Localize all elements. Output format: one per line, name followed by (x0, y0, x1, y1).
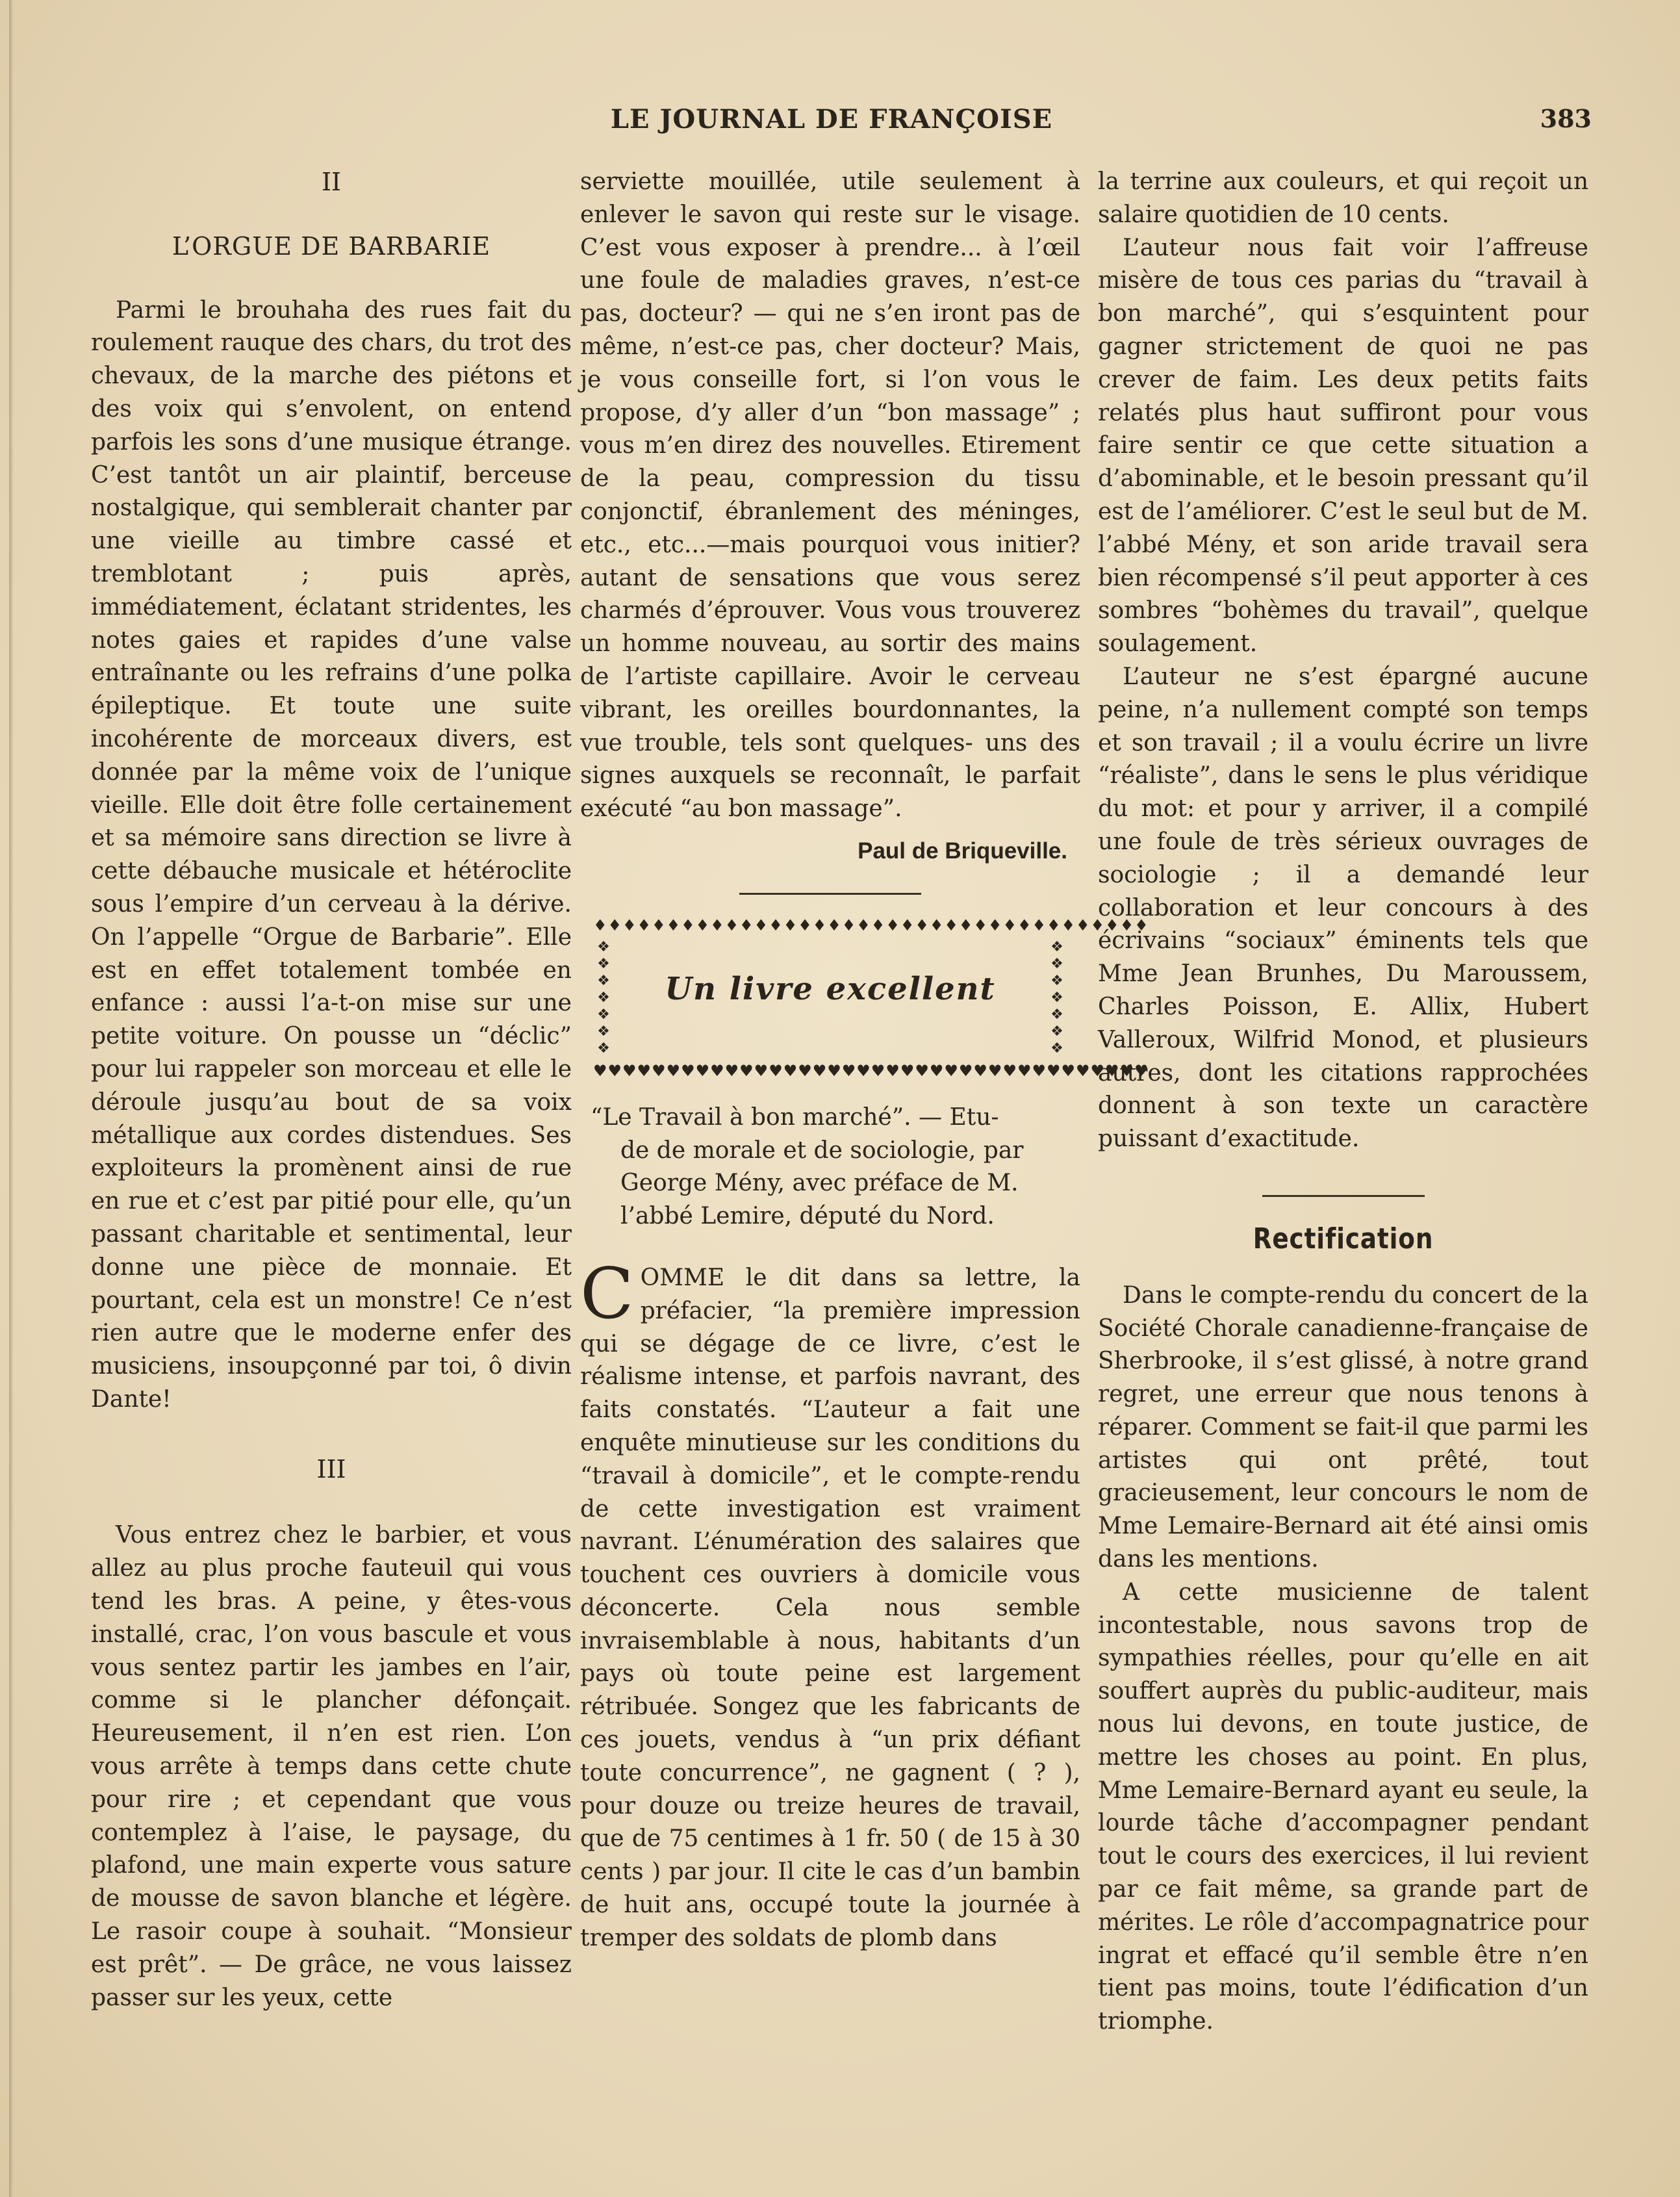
binding-shadow (9, 0, 13, 2197)
book-reference-line: de de morale et de sociologie, par (620, 1137, 1024, 1164)
ornament-border-bottom: ♥♥♥♥♥♥♥♥♥♥♥♥♥♥♥♥♥♥♥♥♥♥♥♥♥♥♥♥♥♥♥♥♥♥♥♥♥♥ (593, 1061, 1149, 1080)
barbier-paragraph-continued: serviette mouillée, utile seulement à enlever le savon qui reste sur le visage. C’est vous exposer à prendre... à l’œil une foule de maladies graves, n’est-ce pas, docteur? — qui ne s’en iront pas de même, n’est-ce pas, cher docteur? Mais, je vous conseille fort, si l’on vous le propose, d’y aller d’un “bon massage” ; vous m’en direz des nouvelles. Etirement de la peau, compression du tissu conjonctif, ébranlement des méninges, etc., etc...—mais pourquoi vous initier? autant de sensations que vous serez charmés d’éprouver. Vous vous trouverez un homme nouveau, au sortir des mains de l’artiste capillaire. Avoir le cerveau vibrant, les oreilles bourdonnantes, la vue trouble, tels sont quelques- uns des signes auxquels se reconnaît, le parfait exécuté “au bon massage”. (580, 168, 1080, 823)
section-number-iii: III (316, 1454, 346, 1484)
book-reference-line: George Mény, avec préface de M. (620, 1170, 1019, 1197)
column-1 (91, 166, 572, 2115)
rectification-paragraph-2: A cette musicienne de talent incontestable, nous savons trop de sympathies réelles, pour qu’elle en ait souffert auprès du public-auditeur, mais nous lui devons, en toute justice, de mettre les choses au point. En plus, Mme Lemaire-Bernard ayant eu seule, la lourde tâche d’accompagner pendant tout le cours des exercices, il lui revient par ce fait même, sa grande part de mérites. Le rôle d’accompagnatrice pour ingrat et effacé qu’il semble être n’en tient pas moins, toute l’édification d’un triomphe. (1098, 1578, 1588, 2035)
article-title: Un livre excellent (665, 970, 996, 1007)
review-paragraph-2: L’auteur nous fait voir l’affreuse misère de tous ces parias du “travail à bon marché”, qui s’esquintent pour gagner strictement de quoi ne pas crever de faim. Les deux petits faits relatés plus haut suffiront pour vous faire sentir ce que cette situation a d’abominable, et le besoin pressant qu’il est de l’améliorer. C’est le seul but de M. l’abbé Mény, et son aride travail sera bien récompensé s’il peut apporter à ces sombres “bohèmes du travail”, quelque soulagement. (1098, 234, 1588, 658)
ornament-border-right: ❖ ❖ ❖ ❖ ❖ ❖ ❖ (1050, 938, 1063, 1057)
journal-title: LE JOURNAL DE FRANÇOISE (610, 104, 1053, 135)
review-text: OMME le dit dans sa lettre, la préfacier, “la première impression qui se dégage de ce livre, c’est le réalisme intense, et parfois navrant, des faits constatés. “L’auteur a fait une enquête minutieuse sur les conditions du “travail à domicile”, et le compte-rendu de cette investigation est vraiment navrant. L’énumération des salaires que touchent ces ouvriers à domicile vous déconcerte. Cela nous semble invraisemblable à nous, habitants d’un pays où toute peine est largement rétribuée. Songez que les fabricants de ces jouets, vendus à “un prix défiant toute concurrence”, ne gagnent ( ? ), pour douze ou treize heures de travail, que de 75 centimes à 1 fr. 50 ( de 15 à 30 cents ) par jour. Il cite le cas d’un bambin de huit ans, occupé toute la journée à tremper des soldats de plomb dans (580, 1264, 1080, 1951)
running-header (0, 104, 1680, 143)
barbier-paragraph: Vous entrez chez le barbier, et vous allez au plus proche fauteuil qui vous tend les bras. A peine, y êtes-vous installé, crac, l’on vous bascule et vous vous sentez partir les jambes en l’air, comme si le plancher défonçait. Heureusement, il n’en est rien. L’on vous arrête à temps dans cette chute pour rire ; et cependant que vous contemplez à l’aise, le paysage, du plafond, une main experte vous sature de mousse de savon blanche et légère. Le rasoir coupe à souhait. “Monsieur est prêt”. — De grâce, ne vous laissez passer sur les yeux, cette (91, 1522, 572, 2011)
divider-rule (739, 893, 921, 895)
review-paragraph-3: L’auteur ne s’est épargné aucune peine, n’a nullement compté son temps et son travail ; il a voulu écrire un livre “réaliste”, dans le sens le plus véridique du mot: et pour y arriver, il a compilé une foule de très sérieux ouvrages de sociologie ; il a demandé leur collaboration et leur concours à des écrivains “sociaux” éminents tels que Mme Jean Brunhes, Du Maroussem, Charles Poisson, E. Allix, Hubert Valleroux, Wilfrid Monod, et plusieurs autres, dont les citations rapprochées donnent à son texte un caractère puissant d’exactitude. (1098, 663, 1588, 1153)
ornament-border-top: ♦♦♦♦♦♦♦♦♦♦♦♦♦♦♦♦♦♦♦♦♦♦♦♦♦♦♦♦♦♦♦♦♦♦♦♦♦♦ (593, 916, 1149, 934)
rectification-title: Rectification (1253, 1222, 1434, 1255)
column-3 (1098, 166, 1588, 2115)
rectification-paragraph-1: Dans le compte-rendu du concert de la Société Chorale canadienne-française de Sherbrooke, il s’est glissé, à notre grand regret, une erreur que nous tenons à réparer. Comment se fait-il que parmi les artistes qui ont prêté, tout gracieusement, leur concours le nom de Mme Lemaire-Bernard ait été ainsi omis dans les mentions. (1098, 1281, 1588, 1573)
review-paragraph (580, 1253, 1080, 1955)
orgue-paragraph: Parmi le brouhaha des rues fait du roulement rauque des chars, du trot des chevaux, de la marche des piétons et des voix qui s’envolent, on entend parfois les sons d’une musique étrange. C’est tantôt un air plaintif, berceuse nostalgique, qui semblerait chanter par une vieille au timbre cassé et tremblotant ; puis après, immédiatement, éclatant stridentes, les notes gaies et rapides d’une valse entraînante ou les refrains d’une polka épileptique. Et toute une suite incohérente de morceaux divers, est donnée par la même voix de l’unique vieille. Elle doit être folle certainement et sa mémoire sans direction se livre à cette débauche musicale et hétéroclite sous l’empire d’un cerveau à la dérive. On l’appelle “Orgue de Barbarie”. Elle est en effet totalement tombée en enfance : aussi l’a-t-on mise sur une petite voiture. On pousse un “déclic” pour lui rappeler son morceau et elle le déroule jusqu’au bout de sa voix métallique aux cordes distendues. Ses exploiteurs la promènent ainsi de rue en rue et c’est par pitié pour elle, qu’un passant charitable et sentimental, leur donne une pièce de monnaie. Et pourtant, cela est un monstre! Ce n’est rien autre que le moderne enfer des musiciens, insoupçonné par toi, ô divin Dante! (91, 296, 572, 1413)
drop-cap: C (580, 1253, 634, 1335)
column-2 (580, 166, 1149, 2115)
article-title-box (593, 916, 1149, 1080)
author-signature: Paul de Briqueville. (858, 838, 1067, 864)
ornament-border-left: ❖ ❖ ❖ ❖ ❖ ❖ ❖ (597, 938, 610, 1057)
section-number-ii: II (321, 168, 342, 196)
book-reference-line: l’abbé Lemire, député du Nord. (620, 1203, 995, 1230)
review-paragraph-continued: la terrine aux couleurs, et qui reçoit un salaire quotidien de 10 cents. (1098, 168, 1588, 228)
section-title-orgue: L’ORGUE DE BARBARIE (172, 231, 491, 261)
book-reference (580, 1101, 1080, 1233)
book-reference-line: “Le Travail à bon marché”. — Etu- (591, 1103, 999, 1131)
divider-rule (1262, 1195, 1425, 1197)
page-number: 383 (1540, 104, 1592, 133)
